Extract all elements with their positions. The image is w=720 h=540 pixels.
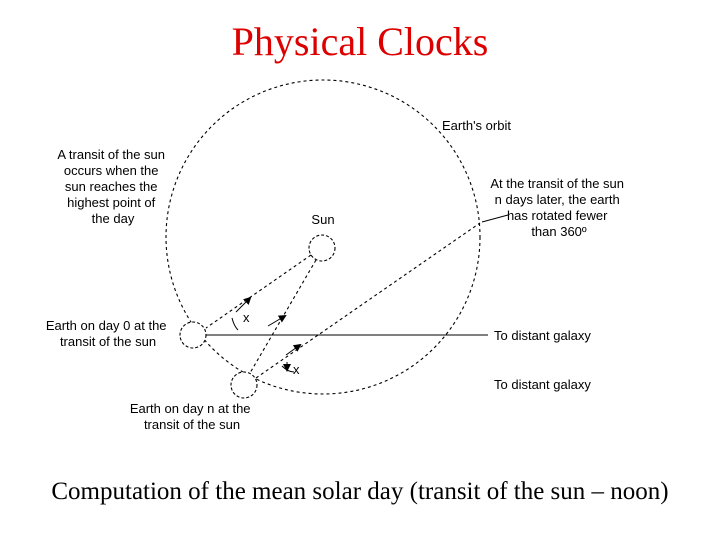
n-days-note-line-2: n days later, the earth	[494, 192, 620, 207]
earth-day0-label	[46, 318, 170, 349]
arrow-day0-right	[268, 316, 285, 326]
n-days-note	[490, 176, 627, 239]
n-days-note-line-4: than 360º	[531, 224, 587, 239]
sun-label: Sun	[311, 212, 335, 227]
angle-label-2: x	[293, 362, 300, 377]
transit-note-line-1: A transit of the sun	[57, 147, 166, 162]
sun-circle	[309, 235, 335, 261]
arrow-dayn-up	[286, 345, 300, 355]
caption: Computation of the mean solar day (transit of the sun – noon)	[51, 478, 669, 505]
earth-dayn-label-line-2: transit of the sun	[143, 417, 241, 432]
earth-dayn-label	[130, 401, 254, 432]
angle-label-1: x	[243, 310, 250, 325]
transit-note-line-3: sun reaches the	[64, 179, 158, 194]
earth-day0-label-line-2: transit of the sun	[59, 334, 157, 349]
transit-note-line-4: highest point of	[67, 195, 156, 210]
galaxy-line-2	[256, 223, 480, 378]
n-days-note-line-3: has rotated fewer	[506, 208, 608, 223]
galaxy-label-1: To distant galaxy	[494, 328, 591, 343]
n-days-connector	[482, 215, 508, 222]
earth-dayn-circle	[231, 372, 257, 398]
earth-dayn-label-line-1: Earth on day n at the	[129, 401, 251, 416]
galaxy-label-2: To distant galaxy	[494, 377, 591, 392]
sun-earth-day0-line	[206, 255, 311, 328]
earth-day0-label-line-1: Earth on day 0 at the	[45, 318, 167, 333]
transit-note	[57, 147, 168, 226]
sun-earth-dayn-line	[250, 260, 316, 373]
angle-arc-1	[232, 318, 238, 330]
earth-day0-circle	[180, 322, 206, 348]
page-title: Physical Clocks	[231, 19, 489, 64]
n-days-note-line-1: At the transit of the sun	[490, 176, 625, 191]
transit-note-line-2: occurs when the	[63, 163, 159, 178]
orbit-label: Earth's orbit	[442, 118, 511, 133]
transit-note-line-5: the day	[91, 211, 135, 226]
